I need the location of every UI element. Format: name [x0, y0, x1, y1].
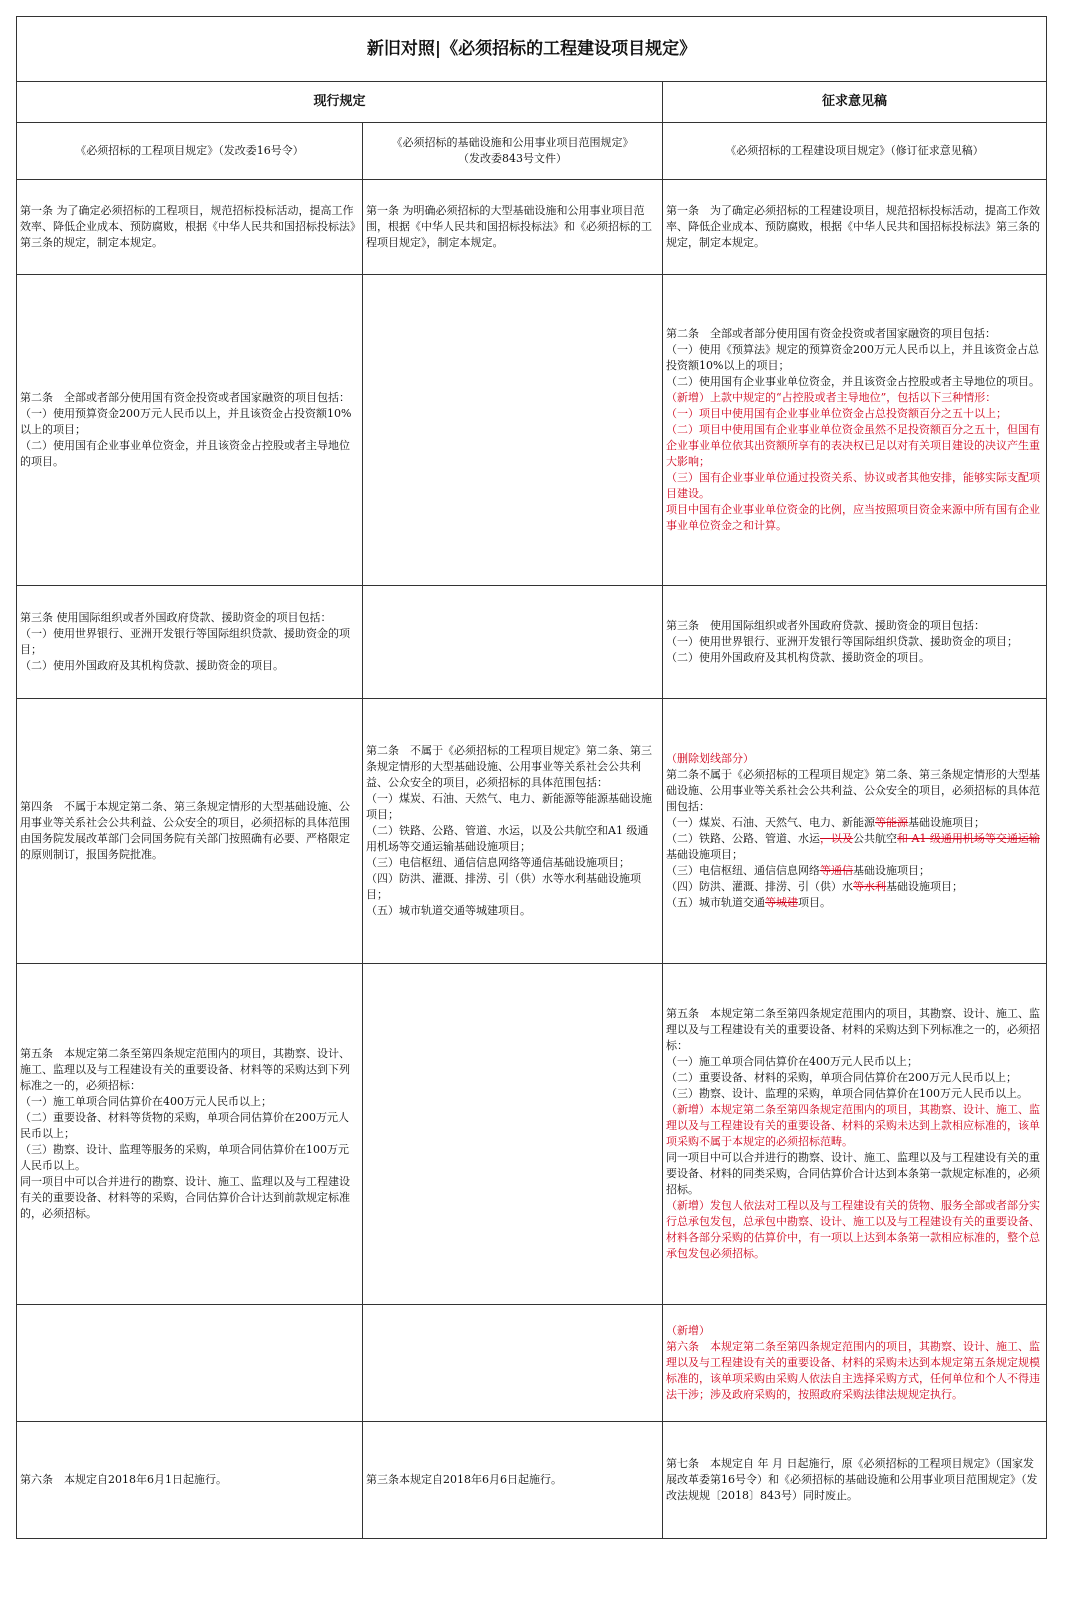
paragraph: 第五条 本规定第二条至第四条规定范围内的项目，其勘察、设计、施工、监理以及与工程建设有关的重要设备、材料的采购达到下列标准之一的，必须招标：: [666, 1007, 1040, 1052]
paragraph: （一）使用预算资金200万元人民币以上，并且该资金占投资额10%以上的项目；: [20, 407, 352, 436]
row5-draft: [663, 964, 1047, 1305]
paragraph: 第二条 全部或者部分使用国有资金投资或者国家融资的项目包括：: [20, 391, 350, 404]
subheader-col2-line1: 《必须招标的基础设施和公用事业项目范围规定》: [391, 136, 634, 149]
text-span: （二）铁路、公路、管道、水运: [666, 832, 820, 845]
new-paragraph: （新增）上款中规定的“占控股或者主导地位”，包括以下三种情形：: [666, 391, 997, 404]
row6-current16-empty: [17, 1305, 363, 1422]
struck-text: 等通信: [820, 864, 853, 877]
text-span: 基础设施项目；: [666, 848, 743, 861]
paragraph: 第三条 使用国际组织或者外国政府贷款、援助资金的项目包括：: [666, 619, 985, 632]
row4-current16: [17, 699, 363, 964]
paragraph: 第一条 为明确必须招标的大型基础设施和公用事业项目范围，根据《中华人民共和国招标投标法》和《必须招标的工程项目规定》，制定本规定。: [366, 204, 652, 249]
subheader-col2: [363, 123, 663, 180]
new-paragraph: 项目中国有企业事业单位资金的比例，应当按照项目资金来源中所有国有企业事业单位资金之和计算。: [666, 503, 1040, 532]
row7-draft: [663, 1422, 1047, 1539]
text-span: 项目。: [798, 896, 831, 909]
struck-text: 等城建: [765, 896, 798, 909]
header-draft: 征求意见稿: [663, 82, 1047, 123]
paragraph: （一）煤炭、石油、天然气、电力、新能源等能源基础设施项目；: [366, 792, 652, 821]
paragraph: [666, 831, 1043, 863]
row4-current843: [363, 699, 663, 964]
row7-current843: [363, 1422, 663, 1539]
row1-current16: [17, 180, 363, 275]
row5-current16: [17, 964, 363, 1305]
comparison-document: [16, 16, 1046, 1539]
comparison-table: [16, 16, 1047, 1539]
deletion-note: （删除划线部分）: [666, 752, 754, 765]
paragraph: （三）勘察、设计、监理等服务的采购，单项合同估算价在100万元人民币以上。: [20, 1143, 349, 1172]
text-span: 基础设施项目；: [886, 880, 963, 893]
paragraph: 第二条 不属于《必须招标的工程项目规定》第二条、第三条规定情形的大型基础设施、公用事业等关系社会公共利益、公众安全的项目，必须招标的具体范围包括：: [366, 744, 652, 789]
text-span: （一）煤炭、石油、天然气、电力、新能源: [666, 816, 875, 829]
paragraph: 第二条 全部或者部分使用国有资金投资或者国家融资的项目包括：: [666, 327, 996, 340]
struck-text: ，以及: [820, 832, 853, 845]
paragraph: （二）使用外国政府及其机构贷款、援助资金的项目。: [20, 659, 284, 672]
paragraph: 第一条 为了确定必须招标的工程项目，规范招标投标活动，提高工作效率、降低企业成本、预防腐败，根据《中华人民共和国招标投标法》第三条的规定，制定本规定。: [20, 204, 356, 249]
row3-current843-empty: [363, 586, 663, 699]
paragraph: [666, 863, 1043, 879]
paragraph: 第六条 本规定自2018年6月1日起施行。: [20, 1473, 227, 1486]
table-row: [17, 964, 1047, 1305]
text-span: 公共航空: [853, 832, 897, 845]
table-row: [17, 1305, 1047, 1422]
row5-current843-empty: [363, 964, 663, 1305]
row2-draft: [663, 275, 1047, 586]
struck-text: 和 A1 级通用机场等交通运输: [897, 832, 1040, 845]
paragraph: （一）施工单项合同估算价在400万元人民币以上；: [20, 1095, 272, 1108]
paragraph: （一）使用世界银行、亚洲开发银行等国际组织贷款、援助资金的项目；: [666, 635, 1018, 648]
paragraph: 第五条 本规定第二条至第四条规定范围内的项目，其勘察、设计、施工、监理以及与工程建设有关的重要设备、材料等的采购达到下列标准之一的，必须招标：: [20, 1047, 350, 1092]
new-paragraph: （新增）本规定第二条至第四条规定范围内的项目，其勘察、设计、施工、监理以及与工程建设有关的重要设备、材料的采购未达到上款相应标准的，该单项采购不属于本规定的必须招标范畴。: [666, 1103, 1040, 1148]
row4-draft: [663, 699, 1047, 964]
paragraph: 第二条不属于《必须招标的工程项目规定》第二条、第三条规定情形的大型基础设施、公用事业等关系社会公共利益、公众安全的项目，必须招标的具体范围包括：: [666, 768, 1040, 813]
paragraph: （一）施工单项合同估算价在400万元人民币以上；: [666, 1055, 918, 1068]
new-paragraph: 第六条 本规定第二条至第四条规定范围内的项目，其勘察、设计、施工、监理以及与工程建设有关的重要设备、材料的采购未达到本规定第五条规定规模标准的，该单项采购由采购人依法自主选择采购方式，任何单位和个人不得违法干涉；涉及政府采购的，按照政府采购法律法规规定执行。: [666, 1340, 1040, 1401]
struck-text: 等水利: [853, 880, 886, 893]
paragraph: （二）重要设备、材料等货物的采购，单项合同估算价在200万元人民币以上；: [20, 1111, 349, 1140]
table-row: [17, 699, 1047, 964]
text-span: 基础设施项目；: [853, 864, 930, 877]
new-paragraph: （新增）: [666, 1324, 710, 1337]
paragraph: [666, 879, 1043, 895]
paragraph: [666, 815, 1043, 831]
row2-current16: [17, 275, 363, 586]
paragraph: （二）使用国有企业事业单位资金，并且该资金占控股或者主导地位的项目。: [20, 439, 350, 468]
new-paragraph: （二）项目中使用国有企业事业单位资金虽然不足投资额百分之五十，但国有企业事业单位依其出资额所享有的表决权已足以对有关项目建设的决议产生重大影响；: [666, 423, 1040, 468]
text-span: （五）城市轨道交通: [666, 896, 765, 909]
paragraph: （二）铁路、公路、管道、水运，以及公共航空和A1 级通用机场等交通运输基础设施项目；: [366, 824, 649, 853]
paragraph: [666, 895, 1043, 911]
paragraph: （二）使用国有企业事业单位资金，并且该资金占控股或者主导地位的项目。: [666, 375, 1040, 388]
new-paragraph: （三）国有企业事业单位通过投资关系、协议或者其他安排，能够实际支配项目建设。: [666, 471, 1040, 500]
table-row: [17, 180, 1047, 275]
row7-current16: [17, 1422, 363, 1539]
paragraph: 第三条 使用国际组织或者外国政府贷款、援助资金的项目包括：: [20, 611, 332, 624]
paragraph: （二）使用外国政府及其机构贷款、援助资金的项目。: [666, 651, 930, 664]
row3-current16: [17, 586, 363, 699]
row1-current843: [363, 180, 663, 275]
paragraph: 同一项目中可以合并进行的勘察、设计、施工、监理以及与工程建设有关的重要设备、材料等的采购，合同估算价合计达到前款规定标准的，必须招标。: [20, 1175, 350, 1220]
new-paragraph: （一）项目中使用国有企业事业单位资金占总投资额百分之五十以上；: [666, 407, 1007, 420]
text-span: （三）电信枢纽、通信信息网络: [666, 864, 820, 877]
paragraph: 同一项目中可以合并进行的勘察、设计、施工、监理以及与工程建设有关的重要设备、材料的同类采购，合同估算价合计达到本条第一款规定标准的，必须招标。: [666, 1151, 1040, 1196]
row2-current843-empty: [363, 275, 663, 586]
struck-text: 等能源: [875, 816, 908, 829]
paragraph: 第七条 本规定自 年 月 日起施行，原《必须招标的工程项目规定》（国家发展改革委第16号令）和《必须招标的基础设施和公用事业项目范围规定》（发改法规规〔2018〕843号）同时废止。: [666, 1457, 1038, 1502]
paragraph: （三）勘察、设计、监理的采购，单项合同估算价在100万元人民币以上。: [666, 1087, 1028, 1100]
subheader-col3: 《必须招标的工程建设项目规定》（修订征求意见稿）: [663, 123, 1047, 180]
paragraph: （五）城市轨道交通等城建项目。: [366, 904, 531, 917]
subheader-col2-line2: （发改委843号文件）: [458, 152, 567, 165]
table-row: [17, 586, 1047, 699]
page-title: 新旧对照|《必须招标的工程建设项目规定》: [17, 17, 1047, 82]
paragraph: （四）防洪、灌溉、排涝、引（供）水等水利基础设施项目；: [366, 872, 641, 901]
text-span: （四）防洪、灌溉、排涝、引（供）水: [666, 880, 853, 893]
text-span: 基础设施项目；: [908, 816, 985, 829]
paragraph: （三）电信枢纽、通信信息网络等通信基础设施项目；: [366, 856, 630, 869]
paragraph: 第四条 不属于本规定第二条、第三条规定情形的大型基础设施、公用事业等关系社会公共利益、公众安全的项目，必须招标的具体范围由国务院发展改革部门会同国务院有关部门按照确有必要、严格限定的原则制订，报国务院批准。: [20, 800, 350, 861]
new-paragraph: （新增）发包人依法对工程以及与工程建设有关的货物、服务全部或者部分实行总承包发包，总承包中勘察、设计、施工以及与工程建设有关的重要设备、材料各部分采购的估算价中，有一项以上达到本条第一款相应标准的，整个总承包发包必须招标。: [666, 1199, 1040, 1260]
paragraph: （二）重要设备、材料的采购，单项合同估算价在200万元人民币以上；: [666, 1071, 1017, 1084]
row6-current843-empty: [363, 1305, 663, 1422]
header-current: 现行规定: [17, 82, 663, 123]
table-row: [17, 275, 1047, 586]
row6-draft: [663, 1305, 1047, 1422]
table-row: [17, 1422, 1047, 1539]
paragraph: 第三条本规定自2018年6月6日起施行。: [366, 1473, 562, 1486]
row3-draft: [663, 586, 1047, 699]
paragraph: （一）使用《预算法》规定的预算资金200万元人民币以上，并且该资金占总投资额10%以上的项目；: [666, 343, 1039, 372]
row1-draft: [663, 180, 1047, 275]
subheader-col1: 《必须招标的工程项目规定》（发改委16号令）: [17, 123, 363, 180]
paragraph: 第一条 为了确定必须招标的工程建设项目，规范招标投标活动，提高工作效率、降低企业成本、预防腐败，根据《中华人民共和国招标投标法》第三条的规定，制定本规定。: [666, 204, 1040, 249]
paragraph: （一）使用世界银行、亚洲开发银行等国际组织贷款、援助资金的项目；: [20, 627, 350, 656]
